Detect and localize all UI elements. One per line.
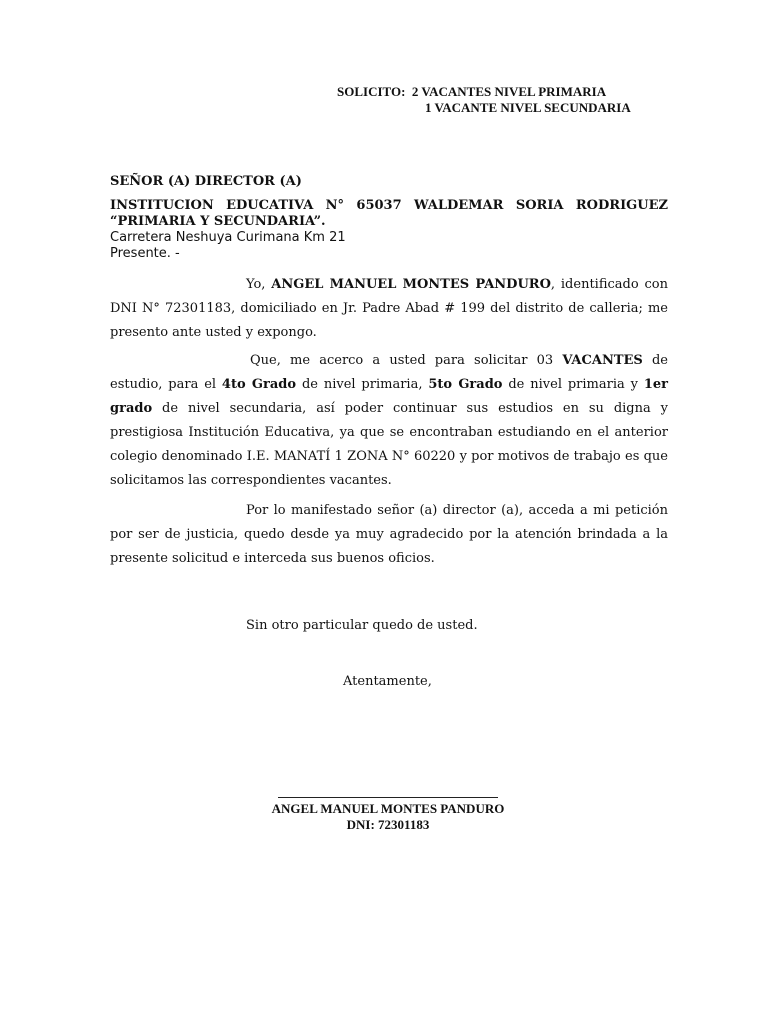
regards-line: Atentamente, <box>343 674 432 689</box>
addressee-institution: INSTITUCION EDUCATIVA N° 65037 WALDEMAR SORIA RODRIGUEZ <box>110 198 668 213</box>
subject-label: SOLICITO: <box>337 84 406 99</box>
paragraph1-post: , identificado con DNI N° 72301183, domiciliado en Jr. Padre Abad # 199 del distrito de calleria; me presento ante usted y expongo. <box>110 277 668 340</box>
closing-line: Sin otro particular quedo de usted. <box>246 618 478 633</box>
paragraph2-text-4: de nivel primaria y <box>502 377 644 392</box>
paragraph-request <box>110 349 668 493</box>
addressee-address: Carretera Neshuya Curimana Km 21 <box>110 230 346 245</box>
paragraph1-pre: Yo, <box>246 277 272 292</box>
addressee-institution-levels: “PRIMARIA Y SECUNDARIA”. <box>110 214 326 229</box>
paragraph-petition: Por lo manifestado señor (a) director (a), acceda a mi petición por ser de justicia, quedo desde ya muy agradecido por la atención brindada a la presente solicitud e interceda sus buenos oficios. <box>110 503 668 566</box>
subject-item-2: 1 VACANTE NIVEL SECUNDARIA <box>425 100 631 115</box>
paragraph2-bold-5to-grado: 5to Grado <box>428 377 503 392</box>
paragraph2-text-2: de estudio, para el <box>110 353 668 392</box>
paragraph2-bold-1er-grado: 1er grado <box>110 377 669 416</box>
addressee-presente: Presente. - <box>110 246 180 261</box>
signature-line <box>278 797 498 798</box>
addressee-title: SEÑOR (A) DIRECTOR (A) <box>110 174 302 189</box>
signature-dni: DNI: 72301183 <box>346 817 430 832</box>
addressee-block <box>110 174 668 262</box>
subject-block <box>337 84 631 116</box>
subject-item-1: 2 VACANTES NIVEL PRIMARIA <box>411 84 607 99</box>
paragraph2-bold-vacantes: VACANTES <box>562 353 643 368</box>
subject-line-1 <box>337 84 631 100</box>
paragraph2-text-1: Que, me acerco a usted para solicitar 03 <box>250 353 563 368</box>
signature-name: ANGEL MANUEL MONTES PANDURO <box>271 801 505 816</box>
paragraph2-text-5: de nivel secundaria, así poder continuar sus estudios en su digna y prestigiosa Institución Educativa, ya que se encontraban estudiando en el anterior colegio denominado I.E. MANATÍ 1 ZONA N° 60220 y por motivos de trabajo es que solicitamos las correspondientes vacantes. <box>110 401 668 488</box>
paragraph2-text-3: de nivel primaria, <box>296 377 429 392</box>
paragraph-introduction <box>110 273 668 345</box>
applicant-name: ANGEL MANUEL MONTES PANDURO <box>271 277 551 292</box>
paragraph2-bold-4to-grado: 4to Grado <box>221 377 297 392</box>
